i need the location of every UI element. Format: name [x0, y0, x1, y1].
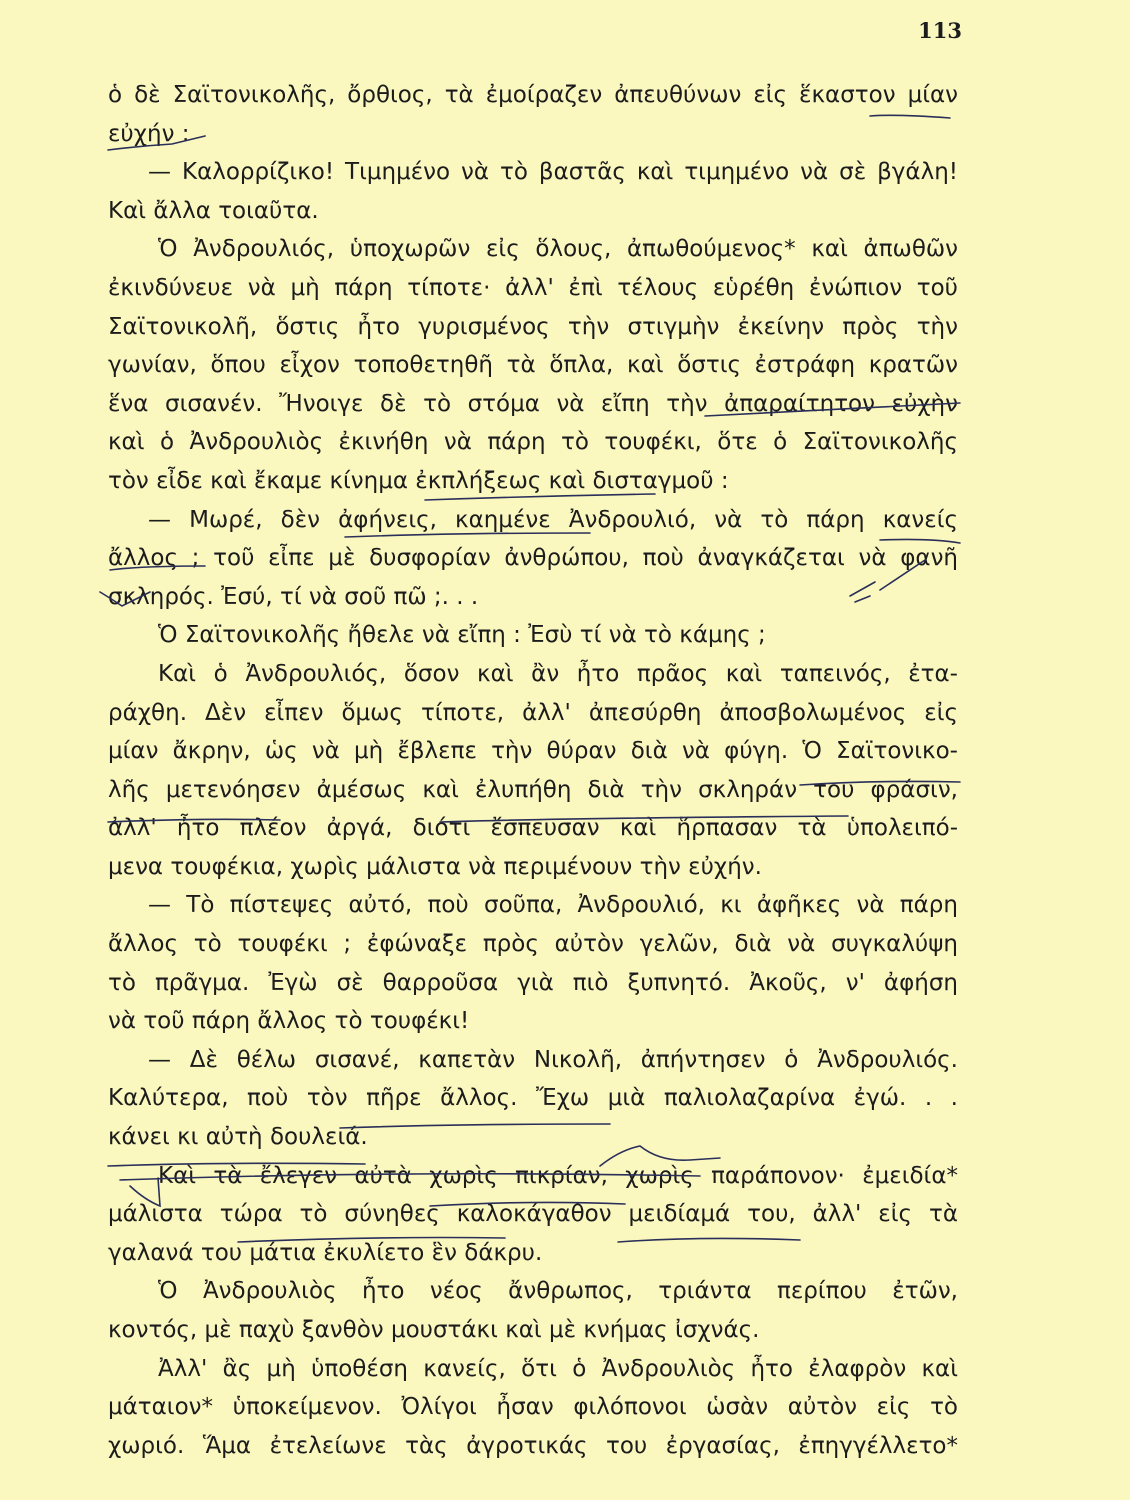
text-line: Καλύτερα, ποὺ τὸν πῆρε ἄλλος. Ἔχω μιὰ παλιολαζαρίνα ἐγώ. . . — [108, 1085, 958, 1112]
text-line: μάταιον* ὑποκείμενον. Ὀλίγοι ἦσαν φιλόπονοι ὡσὰν αὐτὸν εἰς τὸ — [108, 1394, 958, 1421]
text-line: ἕνα σισανέν. Ἤνοιγε δὲ τὸ στόμα νὰ εἴπη τὴν ἀπαραίτητον εὐχὴν — [108, 390, 958, 417]
text-line: — Δὲ θέλω σισανέ, καπετὰν Νικολῆ, ἀπήντησεν ὁ Ἀνδρουλιός. — [148, 1046, 958, 1073]
text-line: Καὶ ἄλλα τοιαῦτα. — [108, 197, 319, 224]
text-line: γαλανά του μάτια ἐκυλίετο ἓν δάκρυ. — [108, 1239, 543, 1266]
text-line: ἐκινδύνευε νὰ μὴ πάρη τίποτε· ἀλλ' ἐπὶ τέλους εὑρέθη ἐνώπιον τοῦ — [108, 274, 958, 301]
text-line: — Καλορρίζικο! Τιμημένο νὰ τὸ βαστᾶς καὶ τιμημένο νὰ σὲ βγάλη! — [148, 159, 958, 186]
text-line: νὰ τοῦ πάρη ἄλλος τὸ τουφέκι! — [108, 1008, 470, 1035]
text-line: γωνίαν, ὅπου εἶχον τοποθετηθῆ τὰ ὅπλα, καὶ ὅστις ἐστράφη κρατῶν — [108, 352, 958, 379]
text-line: τὸν εἶδε καὶ ἔκαμε κίνημα ἐκπλήξεως καὶ δισταγμοῦ : — [108, 467, 729, 494]
text-line: ἄλλος τὸ τουφέκι ; ἐφώναξε πρὸς αὐτὸν γελῶν, διὰ νὰ συγκαλύψη — [108, 931, 958, 958]
text-line: Ὁ Σαϊτονικολῆς ἤθελε νὰ εἴπη : Ἐσὺ τί νὰ τὸ κάμης ; — [158, 622, 766, 649]
text-line: τὸ πρᾶγμα. Ἐγὼ σὲ θαρροῦσα γιὰ πιὸ ξυπνητό. Ἀκοῦς, ν' ἀφήση — [108, 969, 958, 996]
text-line: — Μωρέ, δὲν ἀφήνεις, καημένε Ἀνδρουλιό, νὰ τὸ πάρη κανείς — [148, 506, 958, 533]
text-line: ἄλλος ; τοῦ εἶπε μὲ δυσφορίαν ἀνθρώπου, ποὺ ἀναγκάζεται νὰ φανῆ — [108, 545, 958, 572]
text-line: Ὁ Ἀνδρουλιὸς ἦτο νέος ἄνθρωπος, τριάντα περίπου ἐτῶν, — [158, 1278, 958, 1305]
text-line: Ἀλλ' ἂς μὴ ὑποθέση κανείς, ὅτι ὁ Ἀνδρουλιὸς ἦτο ἐλαφρὸν καὶ — [158, 1355, 958, 1382]
text-line: κάνει κι αὐτὴ δουλειά. — [108, 1124, 368, 1151]
text-line: καὶ ὁ Ἀνδρουλιὸς ἐκινήθη νὰ πάρη τὸ τουφέκι, ὅτε ὁ Σαϊτονικολῆς — [108, 429, 958, 456]
text-line: Καὶ τὰ ἔλεγεν αὐτὰ χωρὶς πικρίαν, χωρὶς παράπονον· ἐμειδία* — [158, 1162, 958, 1189]
page-number: 113 — [918, 18, 962, 43]
text-line: — Τὸ πίστεψες αὐτό, ποὺ σοῦπα, Ἀνδρουλιό, κι ἀφῆκες νὰ πάρη — [148, 892, 958, 919]
text-line: κοντός, μὲ παχὺ ξανθὸν μουστάκι καὶ μὲ κνήμας ἰσχνάς. — [108, 1317, 760, 1343]
text-line: μενα τουφέκια, χωρὶς μάλιστα νὰ περιμένουν τὴν εὐχήν. — [108, 853, 762, 880]
text-line: χωριό. Ἅμα ἐτελείωνε τὰς ἀγροτικάς του ἐργασίας, ἐπηγγέλλετο* — [108, 1432, 958, 1459]
text-line: σκληρός. Ἐσύ, τί νὰ σοῦ πῶ ;. . . — [108, 583, 479, 610]
text-line: Καὶ ὁ Ἀνδρουλιός, ὅσον καὶ ἂν ἦτο πρᾶος καὶ ταπεινός, ἐτα- — [158, 660, 958, 687]
text-line: ὁ δὲ Σαϊτονικολῆς, ὄρθιος, τὰ ἐμοίραζεν ἀπευθύνων εἰς ἕκαστον μίαν — [108, 82, 958, 108]
text-line: ἀλλ' ἦτο πλέον ἀργά, διότι ἔσπευσαν καὶ ἥρπασαν τὰ ὑπολειπό- — [108, 815, 958, 842]
body-text — [108, 76, 958, 1465]
text-line: λῆς μετενόησεν ἀμέσως καὶ ἐλυπήθη διὰ τὴν σκληράν του φράσιν, — [108, 776, 958, 803]
text-line: Ὁ Ἀνδρουλιός, ὑποχωρῶν εἰς ὅλους, ἀπωθούμενος* καὶ ἀπωθῶν — [158, 236, 958, 263]
text-line: μίαν ἄκρην, ὡς νὰ μὴ ἔβλεπε τὴν θύραν διὰ νὰ φύγη. Ὁ Σαϊτονικο- — [108, 738, 958, 765]
text-line: Σαϊτονικολῆ, ὅστις ἦτο γυρισμένος τὴν στιγμὴν ἐκείνην πρὸς τὴν — [108, 313, 958, 340]
text-line: ράχθη. Δὲν εἶπεν ὅμως τίποτε, ἀλλ' ἀπεσύρθη ἀποσβολωμένος εἰς — [108, 699, 958, 726]
text-line: μάλιστα τώρα τὸ σύνηθες καλοκάγαθον μειδίαμά του, ἀλλ' εἰς τὰ — [108, 1201, 958, 1228]
text-line: εὐχήν : — [108, 120, 190, 147]
